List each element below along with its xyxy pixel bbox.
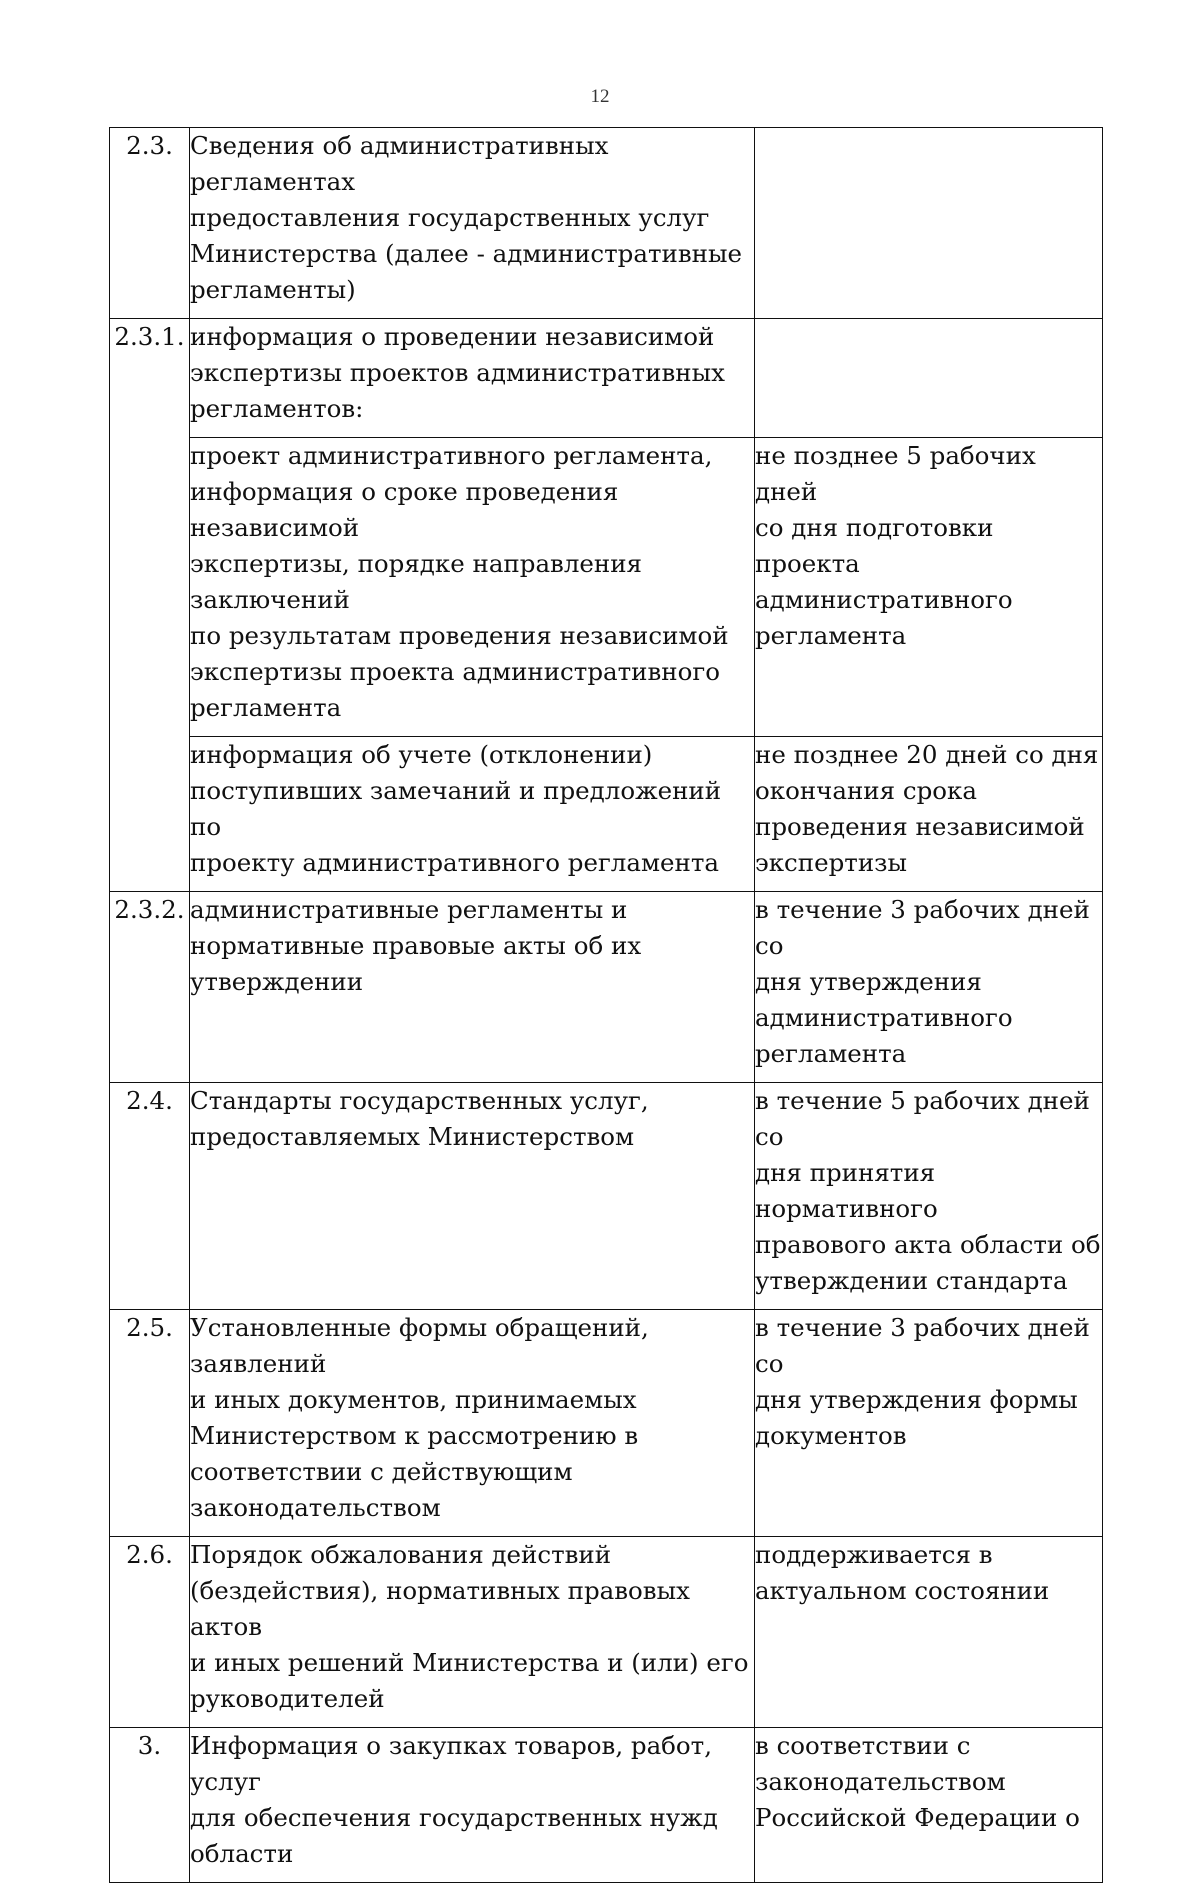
row-description: Стандарты государственных услуг, предоставляемых Министерством (190, 1083, 755, 1310)
row-description: информация о проведении независимой экспертизы проектов административных регламентов: (190, 319, 755, 438)
row-term (755, 128, 1103, 319)
row-number: 2.3.1. (110, 319, 190, 892)
page-number: 12 (590, 86, 610, 107)
row-term (755, 319, 1103, 438)
row-description: Порядок обжалования действий (бездействия), нормативных правовых актов и иных решений Министерства и (или) его руководителей (190, 1537, 755, 1728)
row-term: в течение 3 рабочих дней со дня утверждения формы документов (755, 1310, 1103, 1537)
table-row (110, 1728, 1103, 1883)
row-term: в течение 5 рабочих дней со дня принятия нормативного правового акта области об утверждении стандарта (755, 1083, 1103, 1310)
table-row (110, 1083, 1103, 1310)
table-row (110, 319, 1103, 438)
row-number: 3. (110, 1728, 190, 1883)
row-number: 2.6. (110, 1537, 190, 1728)
row-description: проект административного регламента, информация о сроке проведения независимой экспертизы, порядке направления заключений по результатам проведения независимой экспертизы проекта административного регламента (190, 438, 755, 737)
row-number: 2.3.2. (110, 892, 190, 1083)
row-description: Сведения об административных регламентах предоставления государственных услуг Министерства (далее - административные регламенты) (190, 128, 755, 319)
table-row (110, 737, 1103, 892)
table-row (110, 1537, 1103, 1728)
row-description: Информация о закупках товаров, работ, услуг для обеспечения государственных нужд области (190, 1728, 755, 1883)
row-number: 2.4. (110, 1083, 190, 1310)
row-term: не позднее 5 рабочих дней со дня подготовки проекта административного регламента (755, 438, 1103, 737)
table-row (110, 438, 1103, 737)
information-table (109, 127, 1103, 1883)
table-row (110, 892, 1103, 1083)
table-row (110, 128, 1103, 319)
row-term: в течение 3 рабочих дней со дня утверждения административного регламента (755, 892, 1103, 1083)
table-row (110, 1310, 1103, 1537)
row-description: Установленные формы обращений, заявлений и иных документов, принимаемых Министерством к рассмотрению в соответствии с действующим законодательством (190, 1310, 755, 1537)
row-description: информация об учете (отклонении) поступивших замечаний и предложений по проекту административного регламента (190, 737, 755, 892)
row-number: 2.5. (110, 1310, 190, 1537)
row-description: административные регламенты и нормативные правовые акты об их утверждении (190, 892, 755, 1083)
row-term: в соответствии с законодательством Российской Федерации о (755, 1728, 1103, 1883)
row-term: поддерживается в актуальном состоянии (755, 1537, 1103, 1728)
row-term: не позднее 20 дней со дня окончания срока проведения независимой экспертизы (755, 737, 1103, 892)
row-number: 2.3. (110, 128, 190, 319)
